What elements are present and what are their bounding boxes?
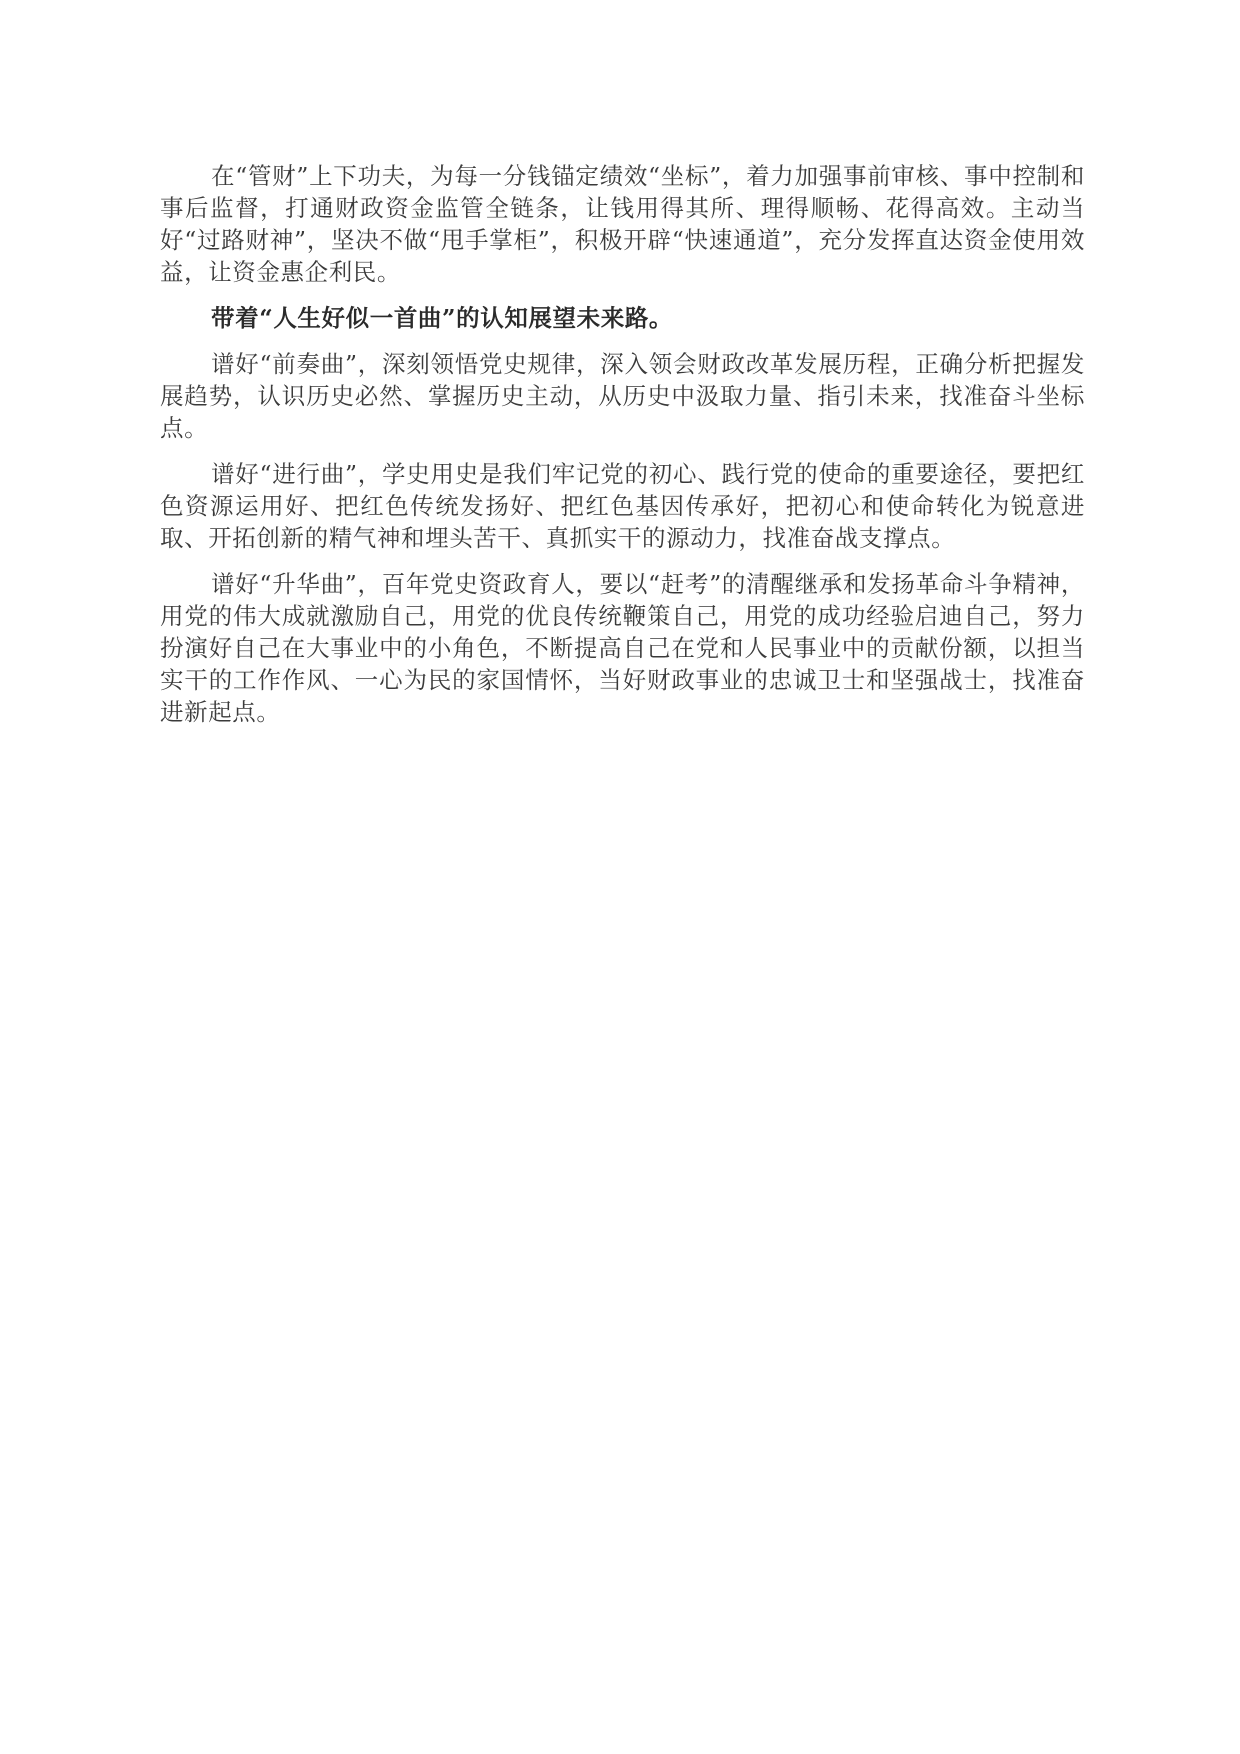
section-heading: 带着“人生好似一首曲”的认知展望未来路。 [211, 304, 674, 332]
paragraph-finance-management: 在“管财”上下功夫，为每一分钱锚定绩效“坐标”，着力加强事前审核、事中控制和事后监督，打通财政资金监管全链条，让钱用得其所、理得顺畅、花得高效。主动当好“过路财神”，坚决不做“甩手掌柜”，积极开辟“快速通道”，充分发挥直达资金使用效益，让资金惠企利民。 [160, 162, 1085, 286]
paragraph-prelude: 谱好“前奏曲”，深刻领悟党史规律，深入领会财政改革发展历程，正确分析把握发展趋势，认识历史必然、掌握历史主动，从历史中汲取力量、指引未来，找准奋斗坐标点。 [160, 350, 1085, 442]
paragraph-march: 谱好“进行曲”，学史用史是我们牢记党的初心、践行党的使命的重要途径，要把红色资源运用好、把红色传统发扬好、把红色基因传承好，把初心和使命转化为锐意进取、开拓创新的精气神和埋头苦干、真抓实干的源动力，找准奋战支撑点。 [160, 460, 1085, 552]
paragraph-sublimation: 谱好“升华曲”，百年党史资政育人，要以“赶考”的清醒继承和发扬革命斗争精神，用党的伟大成就激励自己，用党的优良传统鞭策自己，用党的成功经验启迪自己，努力扮演好自己在大事业中的小角色，不断提高自己在党和人民事业中的贡献份额，以担当实干的工作作风、一心为民的家国情怀，当好财政事业的忠诚卫士和坚强战士，找准奋进新起点。 [160, 570, 1085, 726]
document-body [160, 160, 1085, 742]
